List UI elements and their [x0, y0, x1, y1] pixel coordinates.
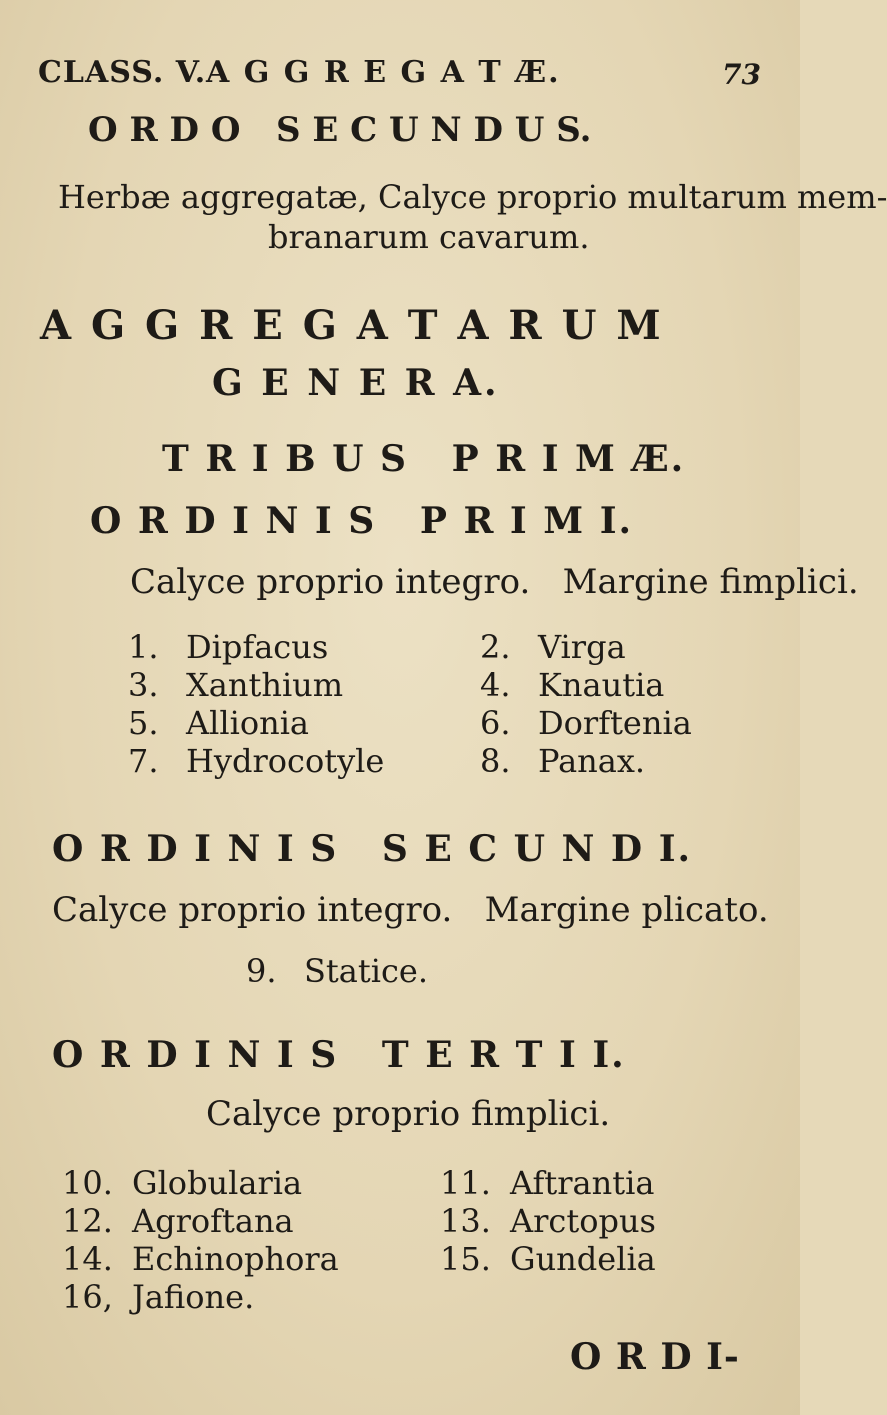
genus-name: Dorftenia [538, 704, 692, 742]
genera-heading: G E N E R A. [212, 362, 500, 404]
genus-name: Arctopus [510, 1202, 656, 1240]
genus-number: 3. [128, 666, 159, 704]
catchword: O R D I- [570, 1336, 740, 1378]
ordinis-tertii-title: O R D I N I S T E R T I I. [52, 1034, 626, 1076]
tribus-heading: T R I B U S P R I M Æ. [162, 438, 686, 480]
genus-item [62, 1202, 294, 1240]
intro-line-2: branarum cavarum. [268, 218, 590, 256]
genus-name: Panax. [538, 742, 646, 780]
genus-name: Statice. [304, 952, 428, 990]
genus-name: Knautia [538, 666, 665, 704]
genus-number: 2. [480, 628, 511, 666]
ordinis-secundi-desc: Calyce proprio integro. Margine plicato. [52, 890, 769, 930]
genus-number: 10. [62, 1164, 113, 1202]
genus-number: 6. [480, 704, 511, 742]
running-header-class: CLASS. V. [38, 55, 207, 90]
genus-name: Xanthium [186, 666, 344, 704]
ordinis-secundi-title: O R D I N I S S E C U N D I. [52, 828, 693, 870]
genus-name: Jafione. [132, 1278, 255, 1316]
genus-name: Aftrantia [510, 1164, 655, 1202]
genus-name: Echinophora [132, 1240, 339, 1278]
genus-item [128, 704, 309, 742]
ordinis-primi-title: O R D I N I S P R I M I. [90, 500, 634, 542]
genus-item [440, 1202, 656, 1240]
genus-name: Agroftana [132, 1202, 294, 1240]
genus-item [440, 1240, 656, 1278]
genus-number: 8. [480, 742, 511, 780]
genus-item [128, 628, 328, 666]
page-number: 73 [722, 58, 761, 91]
genus-number: 9. [246, 952, 277, 990]
genus-name: Hydrocotyle [186, 742, 385, 780]
genus-name: Allionia [186, 704, 309, 742]
genus-number: 11. [440, 1164, 491, 1202]
genus-number: 13. [440, 1202, 491, 1240]
genus-number: 7. [128, 742, 159, 780]
genus-item [128, 666, 343, 704]
genus-number: 1. [128, 628, 159, 666]
genus-number: 5. [128, 704, 159, 742]
genus-item [62, 1164, 302, 1202]
genus-item [128, 742, 384, 780]
ordo-title: O R D O S E C U N D U S. [88, 110, 592, 150]
genus-item [480, 742, 645, 780]
genus-item [246, 952, 428, 990]
genus-item [62, 1240, 339, 1278]
genus-item [480, 704, 692, 742]
genus-item [480, 666, 664, 704]
genus-name: Dipfacus [186, 628, 329, 666]
ordinis-primi-desc: Calyce proprio integro. Margine fimplici. [130, 562, 859, 602]
genus-number: 14. [62, 1240, 113, 1278]
running-header-title: A G G R E G A T Æ. [206, 55, 561, 90]
genus-item [440, 1164, 654, 1202]
section-title: A G G R E G A T A R U M [40, 302, 664, 349]
genus-name: Virga [538, 628, 626, 666]
genus-number: 16, [62, 1278, 113, 1316]
genus-item [62, 1278, 254, 1316]
intro-line-1: Herbæ aggregatæ, Calyce proprio multarum mem- [58, 178, 887, 216]
genus-number: 12. [62, 1202, 113, 1240]
genus-number: 4. [480, 666, 511, 704]
ordinis-tertii-desc: Calyce proprio fimplici. [206, 1094, 611, 1134]
genus-name: Globularia [132, 1164, 303, 1202]
genus-name: Gundelia [510, 1240, 656, 1278]
genus-item [480, 628, 626, 666]
genus-number: 15. [440, 1240, 491, 1278]
